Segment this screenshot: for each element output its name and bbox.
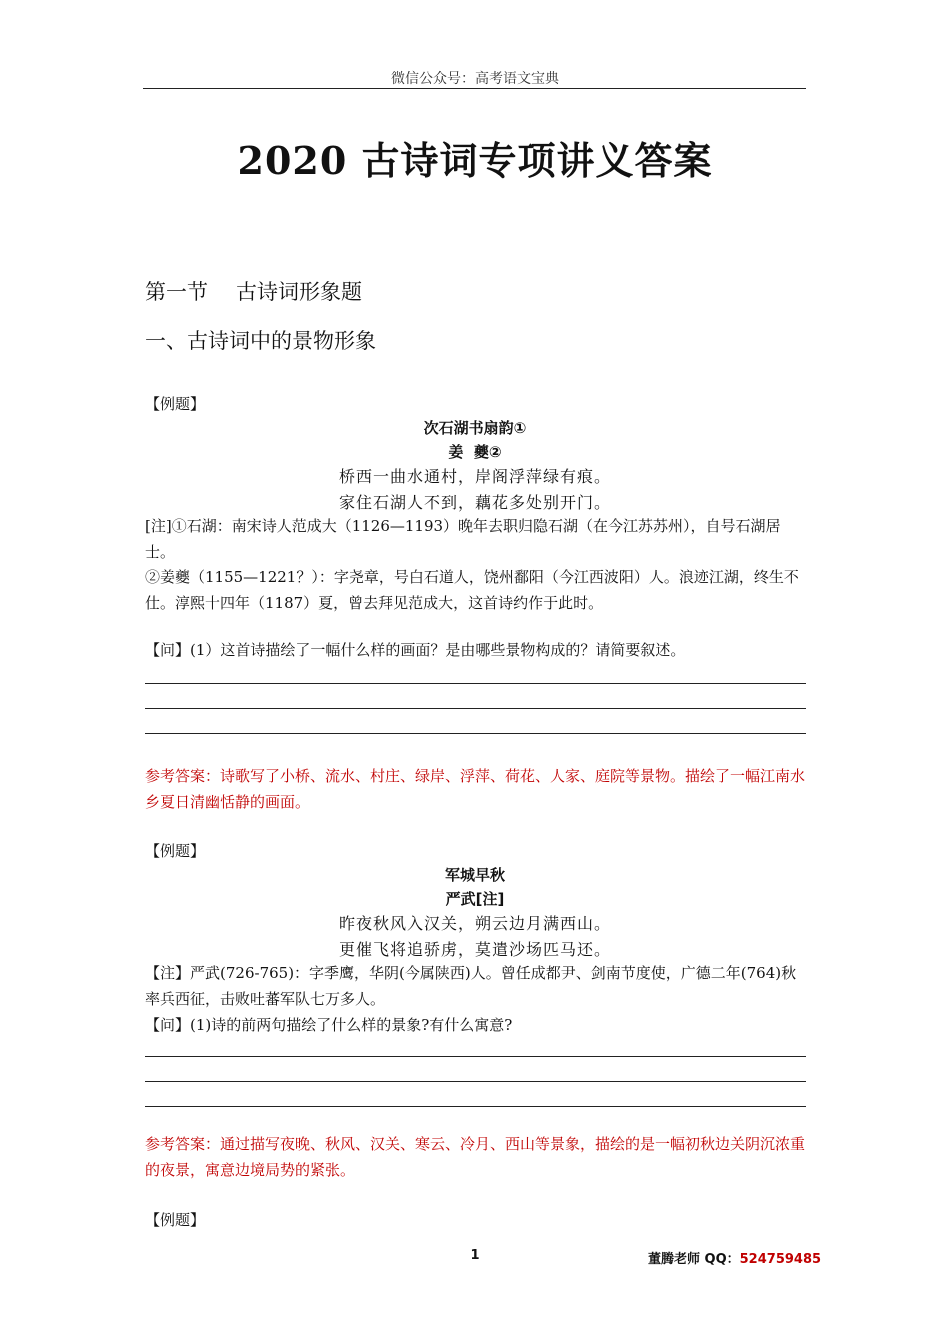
poem-note: ②姜夔（1155—1221？）：字尧章，号白石道人，饶州鄱阳（今江西波阳）人。浪迹江湖，终生不仕。淳熙十四年（1187）夏，曾去拜见范成大，这首诗约作于此时。 (145, 568, 799, 612)
teacher-label: 董腾老师 QQ： (648, 1252, 740, 1267)
example-tag: 【例题】 (145, 842, 206, 860)
poem-author: 姜 夔② (448, 443, 502, 461)
question-tag: 【问】 (145, 1016, 191, 1034)
poem-title: 军城早秋 (444, 866, 505, 884)
question (145, 637, 807, 663)
subsection-heading: 一、古诗词中的景物形象 (145, 329, 376, 353)
poem-line: 家住石湖人不到，藕花多处别开门。 (338, 493, 611, 512)
qq-number: 524759485 (739, 1252, 822, 1267)
page-number: 1 (470, 1248, 480, 1263)
section-name: 古诗词形象题 (236, 280, 362, 304)
reference-answer: 参考答案：通过描写夜晚、秋风、汉关、寒云、冷月、西山等景象，描绘的是一幅初秋边关阴沉浓重的夜景，寓意边境局势的紧张。 (145, 1135, 806, 1179)
question-text: (1)诗的前两句描绘了什么样的景象?有什么寓意? (190, 1016, 513, 1034)
poem-line: 更催飞将追骄虏，莫遣沙场匹马还。 (338, 940, 611, 959)
poem-line: 桥西一曲水通村，岸阁浮萍绿有痕。 (338, 467, 611, 486)
section-label: 第一节 (145, 280, 208, 304)
note-text: 严武(726-765)：字季鹰，华阴(今属陕西)人。曾任成都尹、剑南节度使，广德二年(764)秋率兵西征，击败吐蕃军队七万多人。 (145, 964, 797, 1008)
answer-line (145, 708, 806, 709)
section-heading (145, 276, 362, 306)
reference-answer: 参考答案：诗歌写了小桥、流水、村庄、绿岸、浮萍、荷花、人家、庭院等景物。描绘了一幅江南水乡夏日清幽恬静的画面。 (145, 767, 806, 811)
question (145, 1012, 807, 1038)
example-tag: 【例题】 (145, 1211, 206, 1229)
question-text: (1）这首诗描绘了一幅什么样的画面？是由哪些景物构成的？请简要叙述。 (190, 641, 686, 659)
poem-line: 昨夜秋风入汉关，朔云边月满西山。 (338, 914, 611, 933)
answer-line (145, 1106, 806, 1107)
page-header: 微信公众号：高考语文宝典 (391, 71, 559, 87)
note-tag: 【注】 (145, 964, 191, 982)
answer-line (145, 1081, 806, 1082)
poem-author: 严武[注] (445, 890, 505, 908)
example-tag: 【例题】 (145, 395, 206, 413)
answer-line (145, 733, 806, 734)
poem-note: [注]①石湖：南宋诗人范成大（1126—1193）晚年去职归隐石湖（在今江苏苏州），自号石湖居士。 (145, 517, 781, 561)
answer-line (145, 1056, 806, 1057)
header-divider (143, 88, 806, 89)
question-tag: 【问】 (145, 641, 191, 659)
footer-contact (648, 1248, 821, 1267)
poem-title: 次石湖书扇韵① (423, 419, 527, 437)
document-title: 2020 古诗词专项讲义答案 (237, 138, 713, 183)
poem-note (145, 960, 807, 1012)
answer-line (145, 683, 806, 684)
